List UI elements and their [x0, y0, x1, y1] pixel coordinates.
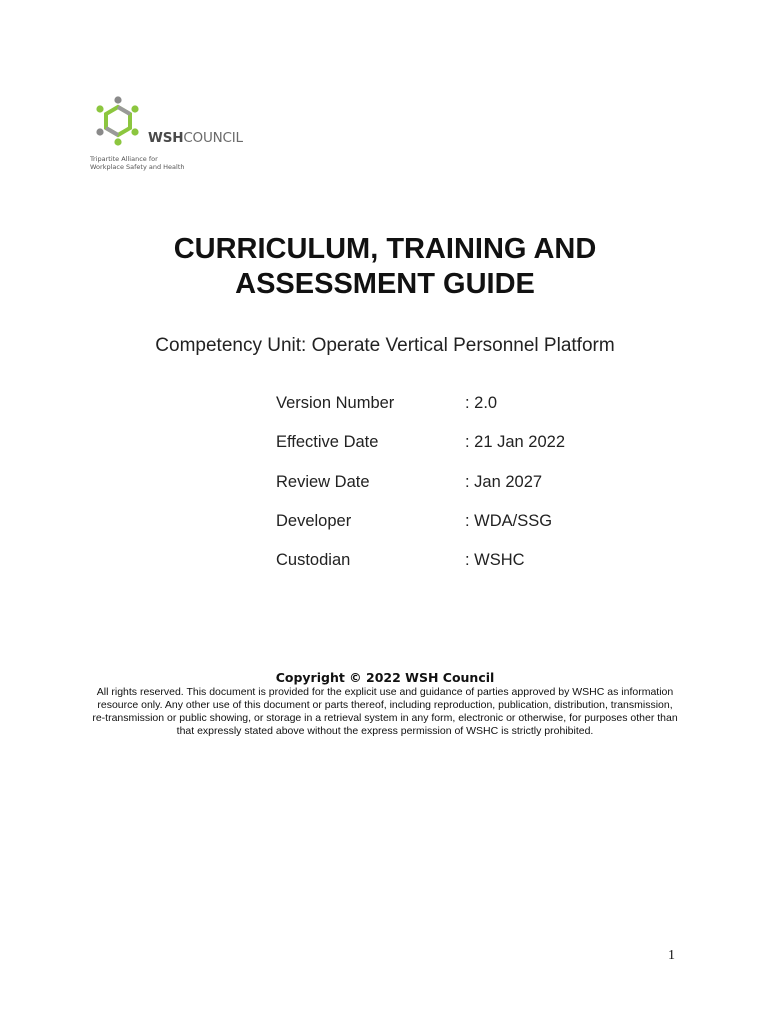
wsh-council-logo-icon [90, 94, 146, 150]
logo-wordmark [148, 130, 243, 146]
copyright-notice: All rights reserved. This document is provided for the explicit use and guidance of parties approved by WSHC as information resource only. Any other use of this document or parts thereof, including reproduction, publication, distribution, transmission, re-transmission or public showing, or storage in a retrieval system in any form, electronic or otherwise, for purposes other than that expressly stated above without the express permission of WSHC is strictly prohibited. [92, 686, 678, 737]
meta-value: : 21 Jan 2022 [465, 433, 565, 452]
meta-label: Developer [276, 511, 352, 530]
logo-tagline-line1: Tripartite Alliance for [90, 155, 158, 163]
meta-label: Custodian [276, 551, 351, 570]
meta-label: Version Number [276, 394, 395, 412]
meta-label: Review Date [276, 472, 370, 491]
meta-value: : WDA/SSG [465, 511, 553, 530]
page-number: 1 [668, 948, 675, 963]
logo-wordmark-bold: WSH [148, 130, 184, 146]
logo-tagline-line2: Workplace Safety and Health [90, 163, 185, 171]
meta-value: : 2.0 [465, 394, 498, 412]
wsh-council-logo [90, 94, 270, 174]
logo-wordmark-regular: COUNCIL [183, 130, 243, 146]
copyright-heading: Copyright © 2022 WSH Council [275, 670, 495, 685]
competency-unit-subtitle: Competency Unit: Operate Vertical Personnel Platform [155, 335, 615, 356]
logo-tagline [90, 155, 185, 171]
meta-value: : WSHC [465, 551, 525, 570]
meta-value: : Jan 2027 [465, 472, 543, 491]
document-title-line1: CURRICULUM, TRAINING AND [173, 233, 597, 265]
meta-label: Effective Date [276, 433, 379, 452]
document-title [0, 232, 770, 302]
document-title-line2: ASSESSMENT GUIDE [235, 268, 535, 300]
